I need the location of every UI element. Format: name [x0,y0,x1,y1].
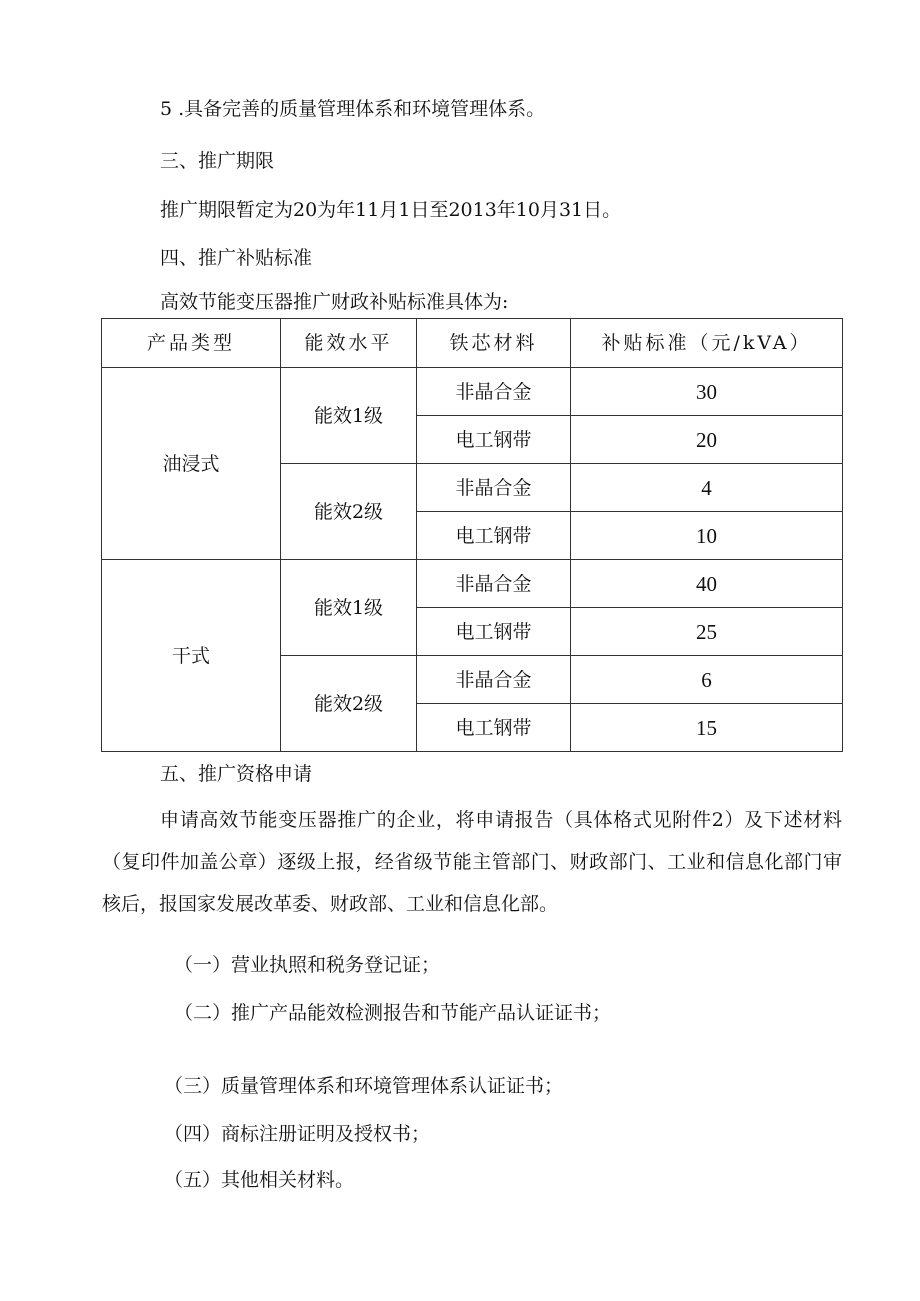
value-cell: 4 [571,464,843,512]
type-oil-immersed: 油浸式 [102,368,281,560]
list-item: （二）推广产品能效检测报告和节能产品认证证书； [174,1002,612,1024]
subsidy-table [101,318,843,752]
type-dry: 干式 [102,560,281,752]
section-4-title: 四、推广补贴标准 [160,247,313,269]
material-cell: 非晶合金 [417,656,571,704]
section-3-text: 推广期限暂定为20为年11月1日至2013年10月31日。 [160,199,622,221]
level-cell: 能效2级 [281,656,417,752]
list-item: （五）其他相关材料。 [164,1169,355,1191]
list-item: （四）商标注册证明及授权书； [164,1123,431,1145]
header-product-type: 产品类型 [102,319,281,368]
table-row [102,560,843,608]
material-cell: 电工钢带 [417,416,571,464]
value-cell: 6 [571,656,843,704]
item-5: 5 .具备完善的质量管理体系和环境管理体系。 [160,98,546,120]
table-row [102,368,843,416]
table-header-row [102,319,843,368]
level-cell: 能效2级 [281,464,417,560]
list-item: （一）营业执照和税务登记证； [174,954,441,976]
material-cell: 非晶合金 [417,368,571,416]
value-cell: 30 [571,368,843,416]
list-item: （三）质量管理体系和环境管理体系认证证书； [164,1075,564,1097]
level-cell: 能效1级 [281,368,417,464]
material-cell: 非晶合金 [417,464,571,512]
header-efficiency-level: 能效水平 [281,319,417,368]
section-5-title: 五、推广资格申请 [160,763,313,785]
header-subsidy-standard: 补贴标准（元/kVA） [571,319,843,368]
header-core-material: 铁芯材料 [417,319,571,368]
section-4-intro: 高效节能变压器推广财政补贴标准具体为: [160,291,509,313]
material-cell: 电工钢带 [417,704,571,752]
material-cell: 电工钢带 [417,608,571,656]
value-cell: 25 [571,608,843,656]
material-cell: 非晶合金 [417,560,571,608]
material-cell: 电工钢带 [417,512,571,560]
value-cell: 20 [571,416,843,464]
value-cell: 40 [571,560,843,608]
value-cell: 10 [571,512,843,560]
value-cell: 15 [571,704,843,752]
level-cell: 能效1级 [281,560,417,656]
section-5-paragraph: 申请高效节能变压器推广的企业，将申请报告（具体格式见附件2）及下述材料（复印件加盖公章）逐级上报，经省级节能主管部门、财政部门、工业和信息化部门审核后，报国家发展改革委、财政部、工业和信息化部。 [102,809,842,915]
section-3-title: 三、推广期限 [160,150,275,172]
